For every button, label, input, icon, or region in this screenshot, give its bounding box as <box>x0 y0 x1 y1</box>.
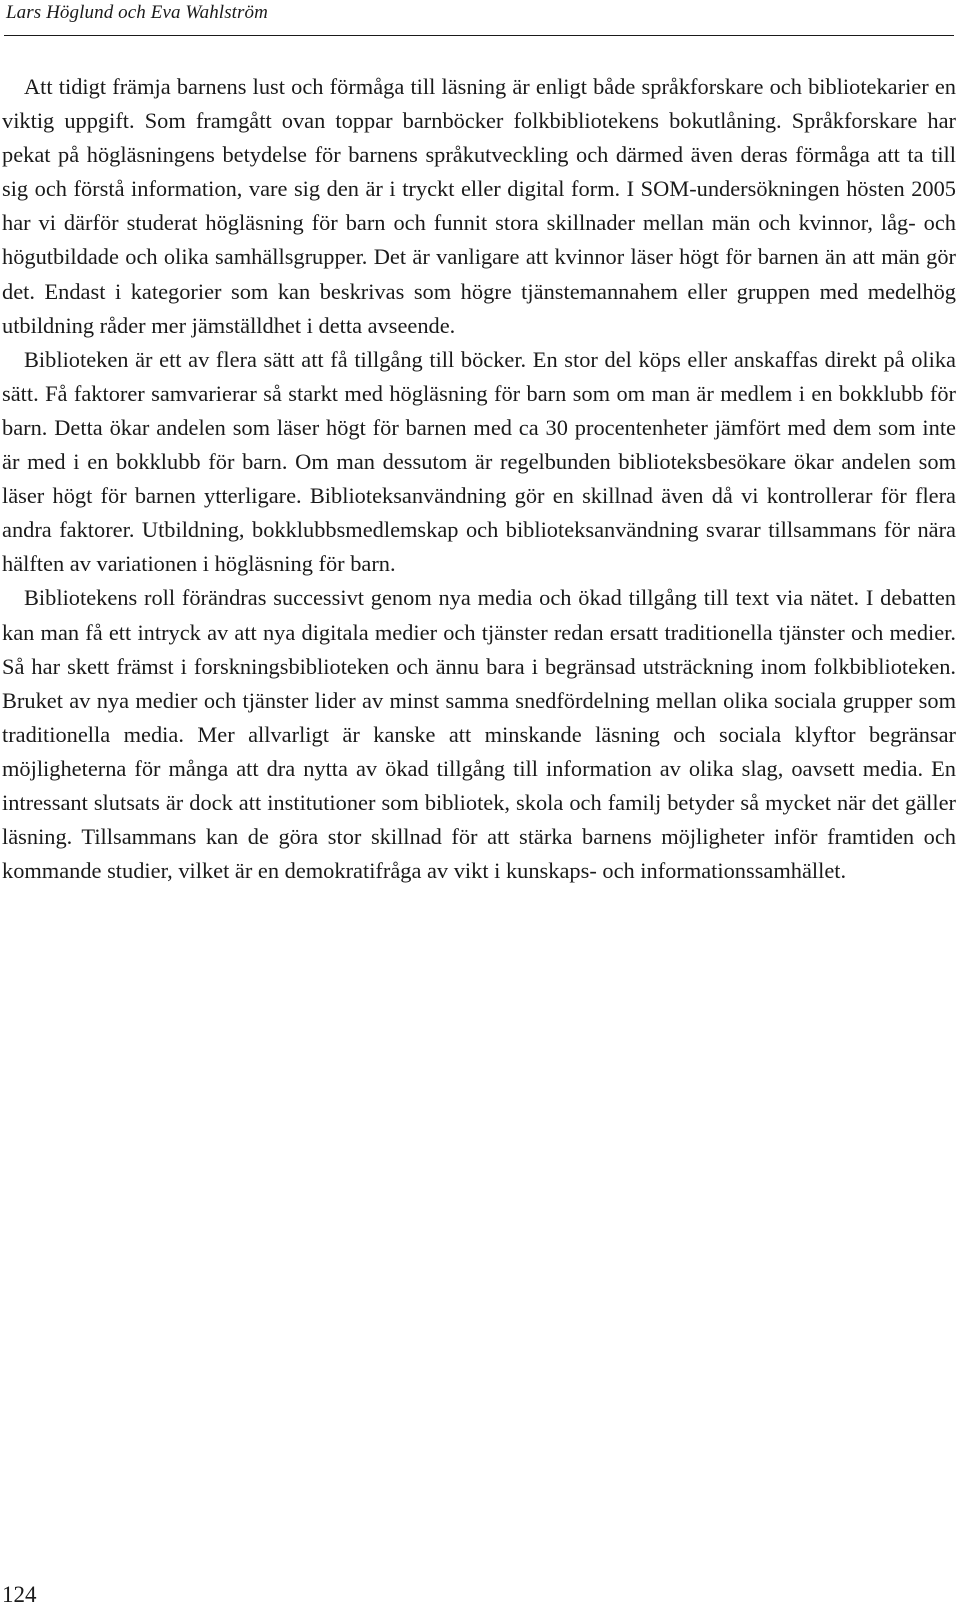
page-number: 124 <box>2 1582 37 1607</box>
running-header: Lars Höglund och Eva Wahlström <box>6 2 268 23</box>
body-text <box>2 70 956 888</box>
paragraph-3: Bibliotekens roll förändras successivt genom nya media och ökad tillgång till text via nätet. I debatten kan man få ett intryck av att nya digitala medier och tjänster redan ersatt traditionella tjänster och medier. Så har skett främst i forskningsbiblioteken och ännu bara i begränsad utsträckning inom folkbiblioteken. Bruket av nya medier och tjänster lider av minst samma snedfördelning mellan olika sociala grupper som traditionella media. Mer allvarligt är kanske att minskande läsning och sociala klyftor begränsar möjligheterna för många att dra nytta av ökad tillgång till information av olika slag, oavsett media. En intressant slutsats är dock att institutioner som bibliotek, skola och familj betyder så mycket när det gäller läsning. Tillsammans kan de göra stor skillnad för att stärka barnens möjligheter inför framtiden och kommande studier, vilket är en demokratifråga av vikt i kunskaps- och informationssamhället. <box>2 585 956 884</box>
header-rule <box>4 35 954 36</box>
paragraph-1: Att tidigt främja barnens lust och förmåga till läsning är enligt både språkforskare och bibliotekarier en viktig uppgift. Som framgått ovan toppar barnböcker folkbibliotekens bokutlåning. Språkforskare har pekat på högläsningens betydelse för barnens språkutveckling och därmed även deras förmåga att ta till sig och förstå information, vare sig den är i tryckt eller digital form. I SOM-undersökningen hösten 2005 har vi därför studerat högläsning för barn och funnit stora skillnader mellan män och kvinnor, låg- och högutbildade och olika samhällsgrupper. Det är vanligare att kvinnor läser högt för barnen än att män gör det. Endast i kategorier som kan beskrivas som högre tjänstemannahem eller gruppen med medelhög utbildning råder mer jämställdhet i detta avseende. <box>2 74 956 338</box>
paragraph-2: Biblioteken är ett av flera sätt att få tillgång till böcker. En stor del köps eller anskaffas direkt på olika sätt. Få faktorer samvarierar så starkt med högläsning för barn som om man är medlem i en bokklubb för barn. Detta ökar andelen som läser högt för barnen med ca 30 procentenheter jämfört med dem som inte är med i en bokklubb för barn. Om man dessutom är regelbunden biblioteksbesökare ökar andelen som läser högt för barnen ytterligare. Biblioteksanvändning gör en skillnad även då vi kontrollerar för flera andra faktorer. Utbildning, bokklubbsmedlemskap och biblioteksanvändning svarar tillsammans för nära hälften av variationen i högläsning för barn. <box>2 346 956 577</box>
